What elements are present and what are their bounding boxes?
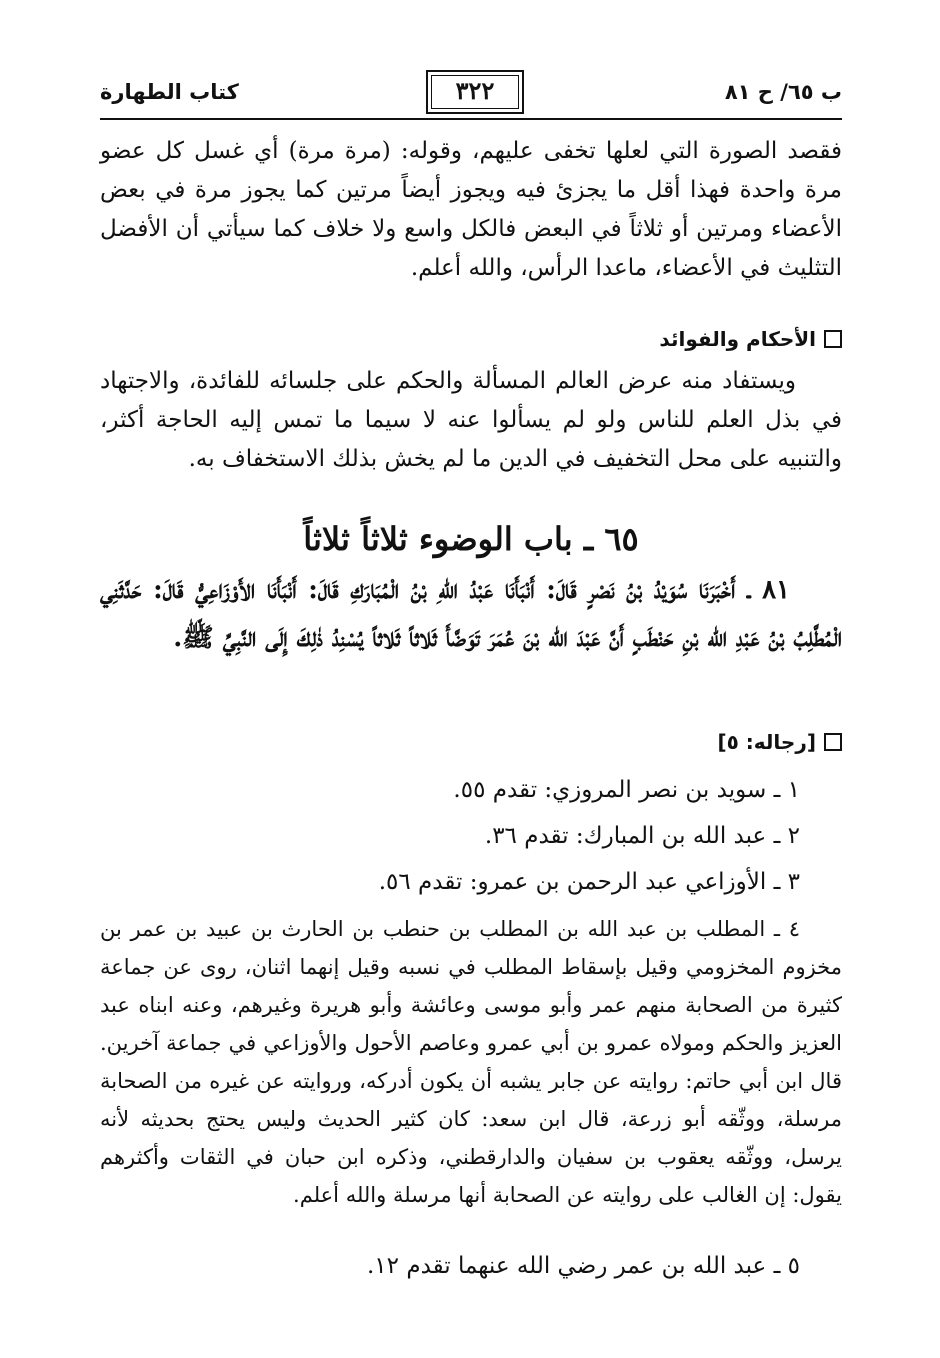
narrator-biography: ٤ ـ المطلب بن عبد الله بن المطلب بن حنطب بن الحارث بن عبيد بن عمر بن مخزوم المخزومي وقيل بإسقاط المطلب في نسبه وقيل إنهما اثنان، روى عن جماعة كثيرة من الصحابة منهم عمر وأبو موسى وعائشة وأبو هريرة وغيرهم، وعنه ابناه عبد العزيز والحكم ومولاه عمرو بن أبي عمرو وعاصم الأحول والأوزاعي في جماعة آخرين. قال ابن أبي حاتم: روايته عن جابر يشبه أن يكون أدركه، وروايته عن غيره من الصحابة مرسلة، ووثّقه أبو زرعة، قال ابن سعد: كان كثير الحديث وليس يحتج بحديثه لأنه يرسل، ووثّقه يعقوب بن سفيان والدارقطني، وذكره ابن حبان في الثقات وأكثرهم يقول: إن الغالب على روايته عن الصحابة أنها مرسلة والله أعلم. — [100, 917, 842, 1207]
page-header — [100, 70, 842, 116]
narrator-entry: ٥ ـ عبد الله بن عمر رضي الله عنهما تقدم ١٢. — [366, 1253, 800, 1279]
rulings-heading — [659, 327, 842, 351]
square-bullet-icon — [824, 330, 842, 348]
narrator-entry: ٢ ـ عبد الله بن المبارك: تقدم ٣٦. — [484, 823, 800, 849]
square-bullet-icon — [824, 733, 842, 751]
commentary-paragraph: فقصد الصورة التي لعلها تخفى عليهم، وقوله: (مرة مرة) أي غسل كل عضو مرة واحدة فهذا أقل ما يجزئ فيه ويجوز أيضاً مرتين كما يجوز مرة في بعض الأعضاء ومرتين أو ثلاثاً في البعض فالكل واسع ولا خلاف كما سيأتي أن الأفضل التثليث في الأعضاء، ماعدا الرأس، والله أعلم. — [100, 138, 842, 281]
header-rule — [100, 118, 842, 120]
section-reference: ب ٦٥/ ح ٨١ — [724, 80, 842, 104]
page-number: ٣٢٢ — [426, 70, 524, 114]
narrators-heading — [717, 730, 842, 754]
rulings-paragraph: ويستفاد منه عرض العالم المسألة والحكم على جلسائه للفائدة، والاجتهاد في بذل العلم للناس ولو لم يسألوا عنه لا سيما ما تمس إليه الحاجة أكثر، والتنبيه على محل التخفيف في الدين ما لم يخش بذلك الاستخفاف به. — [100, 368, 842, 472]
rulings-heading-label: الأحكام والفوائد — [659, 327, 816, 351]
narrator-entry: ٣ ـ الأوزاعي عبد الرحمن بن عمرو: تقدم ٥٦. — [378, 869, 800, 895]
narrators-heading-label: [رجاله: ٥] — [717, 730, 816, 754]
chapter-title: ٦٥ ـ باب الوضوء ثلاثاً ثلاثاً — [303, 520, 639, 558]
narrator-entry: ١ ـ سويد بن نصر المروزي: تقدم ٥٥. — [453, 777, 800, 803]
hadith-text: ٨١ ـ أَخْبَرَنَا سُوَيْدُ بْنُ نَصْرٍ قَالَ: أَنْبَأَنَا عَبْدُ اللهِ بْنُ الْمُبَارَكِ قَالَ: أَنْبَأَنَا الأَوْزَاعِيُّ قَالَ: حَدَّثَنِي الْمُطَّلِبُ بْنُ عَبْدِ الله بْنِ حَنْطَبٍ أَنَّ عَبْدَ الله بْنَ عُمَرَ تَوَضَّأَ ثَلاثاً ثَلاثاً يُسْنِدُ ذٰلِكَ إِلَى النَّبِيِّ ﷺ. — [100, 575, 842, 653]
book-title: كتاب الطهارة — [100, 80, 239, 104]
